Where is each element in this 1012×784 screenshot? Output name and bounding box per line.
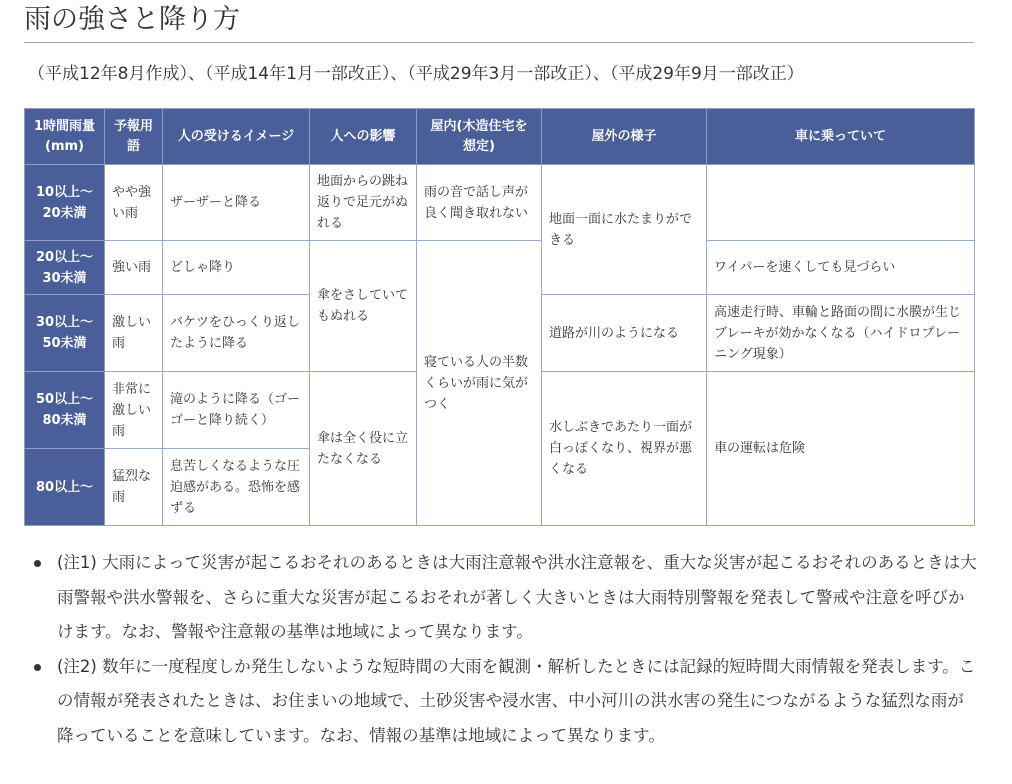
bullet-icon <box>34 664 41 671</box>
indoor-cell: 雨の音で話し声が良く聞き取れない <box>417 165 542 241</box>
forecast-term: 強い雨 <box>105 241 163 295</box>
notes-list <box>34 546 979 753</box>
effect-cell: 地面からの跳ね返りで足元がぬれる <box>310 165 417 241</box>
revision-history: （平成12年8月作成）、（平成14年1月一部改正）、（平成29年3月一部改正）、（平成29年9月一部改正） <box>28 64 804 84</box>
forecast-term: 激しい雨 <box>105 295 163 372</box>
table-row <box>25 165 975 241</box>
page-title: 雨の強さと降り方 <box>24 4 240 35</box>
header-outdoor: 屋外の様子 <box>542 109 707 165</box>
car-cell: ワイパーを速くしても見づらい <box>707 241 975 295</box>
header-in-car: 車に乗っていて <box>707 109 975 165</box>
outdoor-cell: 水しぶきであたり一面が白っぽくなり、視界が悪くなる <box>542 372 707 526</box>
impression-cell: 滝のように降る（ゴーゴーと降り続く） <box>163 372 310 449</box>
outdoor-cell: 地面一面に水たまりができる <box>542 165 707 295</box>
title-divider <box>24 42 974 43</box>
list-item <box>34 546 979 650</box>
table-header-row <box>25 109 975 165</box>
header-indoor: 屋内(木造住宅を 想定) <box>417 109 542 165</box>
car-cell <box>707 165 975 241</box>
rainfall-range: 80以上～ <box>25 449 105 526</box>
list-item <box>34 650 979 754</box>
note-text: (注2) 数年に一度程度しか発生しないような短時間の大雨を観測・解析したときには記録的短時間大雨情報を発表します。この情報が発表されたときは、お住まいの地域で、土砂災害や浸水害、中小河川の洪水害の発生につながるような猛烈な雨が降っていることを意味しています。なお、情報の基準は地域によって異なります。 <box>57 656 976 745</box>
indoor-cell: 寝ている人の半数くらいが雨に気がつく <box>417 241 542 526</box>
bullet-icon <box>34 560 41 567</box>
rainfall-range: 20以上～ 30未満 <box>25 241 105 295</box>
outdoor-cell: 道路が川のようになる <box>542 295 707 372</box>
impression-cell: ザーザーと降る <box>163 165 310 241</box>
rain-intensity-table <box>24 108 975 526</box>
impression-cell: 息苦しくなるような圧迫感がある。恐怖を感ずる <box>163 449 310 526</box>
rainfall-range: 50以上～ 80未満 <box>25 372 105 449</box>
rainfall-range: 10以上～ 20未満 <box>25 165 105 241</box>
car-cell: 高速走行時、車輪と路面の間に水膜が生じブレーキが効かなくなる（ハイドロプレーニング現象） <box>707 295 975 372</box>
effect-cell: 傘は全く役に立たなくなる <box>310 372 417 526</box>
forecast-term: 非常に激しい雨 <box>105 372 163 449</box>
impression-cell: どしゃ降り <box>163 241 310 295</box>
header-forecast-term: 予報用 語 <box>105 109 163 165</box>
table-row <box>25 241 975 295</box>
rainfall-range: 30以上～ 50未満 <box>25 295 105 372</box>
impression-cell: バケツをひっくり返したように降る <box>163 295 310 372</box>
car-cell: 車の運転は危険 <box>707 372 975 526</box>
note-text: (注1) 大雨によって災害が起こるおそれのあるときは大雨注意報や洪水注意報を、重大な災害が起こるおそれのあるときは大雨警報や洪水警報を、さらに重大な災害が起こるおそれが著しく大きいときは大雨特別警報を発表して警戒や注意を呼びかけます。なお、警報や注意報の基準は地域によって異なります。 <box>57 553 977 641</box>
header-impression: 人の受けるイメージ <box>163 109 310 165</box>
header-effect-on-people: 人への影響 <box>310 109 417 165</box>
forecast-term: やや強い雨 <box>105 165 163 241</box>
header-hourly-rainfall: 1時間雨量 (mm) <box>25 109 105 165</box>
forecast-term: 猛烈な雨 <box>105 449 163 526</box>
effect-cell: 傘をさしていてもぬれる <box>310 241 417 372</box>
